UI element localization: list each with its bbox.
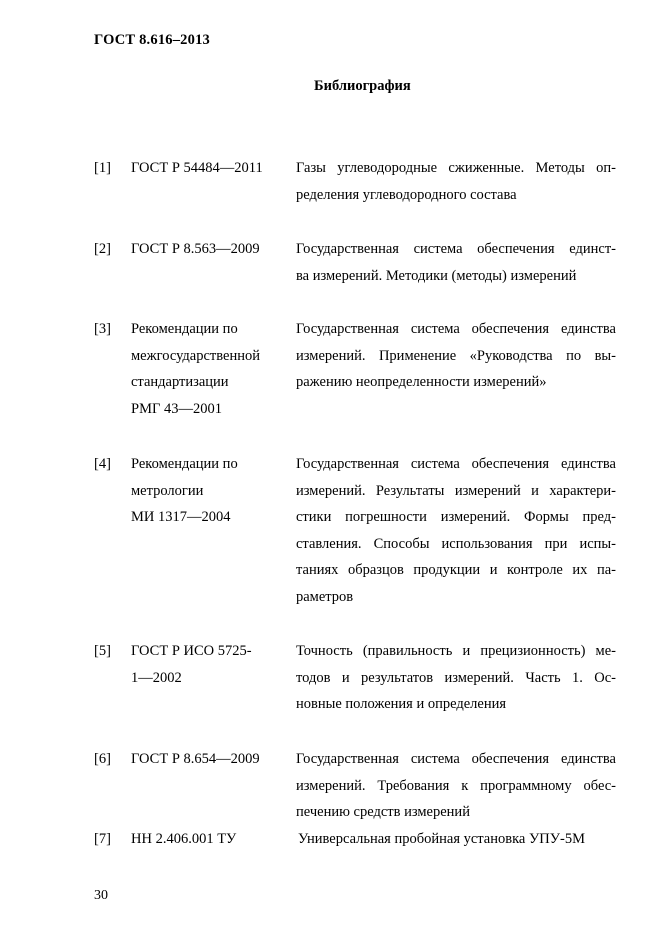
description-line: стики погрешности измерений. Формы пред-	[296, 509, 616, 526]
description-line: новные положения и определения	[296, 696, 507, 713]
reference-line: метрологии	[131, 482, 204, 499]
reference-line: ГОСТ Р 8.654—2009	[131, 751, 260, 767]
description-line: ражению неопределенности измерений»	[296, 374, 547, 391]
reference-line: МИ 1317—2004	[131, 509, 231, 526]
reference-line: ГОСТ Р 54484—2011	[131, 160, 263, 176]
description-line: Государственная система обеспечения единства	[296, 321, 616, 337]
description-line: раметров	[296, 588, 354, 605]
description-line: ставления. Способы использования при испы-	[296, 535, 616, 552]
entry-description	[296, 236, 616, 289]
entry-number: [5]	[94, 643, 111, 659]
bibliography-title-text: Библиография	[314, 78, 411, 94]
entry-number: [3]	[94, 321, 111, 337]
entry-reference	[131, 638, 291, 691]
entry-description	[296, 746, 616, 826]
entry-description	[296, 451, 616, 611]
entry-description	[298, 826, 618, 853]
reference-line: Рекомендации по	[131, 321, 238, 337]
reference-line: НН 2.406.001 ТУ	[131, 831, 237, 847]
reference-line: РМГ 43—2001	[131, 400, 222, 417]
entry-reference	[131, 746, 291, 773]
description-line: ва измерений. Методики (методы) измерений	[296, 267, 577, 284]
entry-number: [4]	[94, 456, 111, 472]
entry-reference	[131, 236, 291, 263]
page-number: 30	[94, 888, 108, 903]
document-header: ГОСТ 8.616–2013	[94, 32, 210, 48]
entry-reference	[131, 316, 291, 422]
entry-description	[296, 316, 616, 396]
description-line: Государственная система обеспечения единст-	[296, 241, 616, 257]
description-line: измерений. Применение «Руководства по вы-	[296, 347, 616, 364]
description-line: измерений. Результаты измерений и характери-	[296, 482, 616, 499]
entry-number: [7]	[94, 831, 111, 847]
entry-description	[296, 638, 616, 718]
entry-reference	[131, 826, 291, 853]
entry-number: [6]	[94, 751, 111, 767]
description-line: Государственная система обеспечения единства	[296, 456, 616, 472]
reference-line: 1—2002	[131, 669, 182, 686]
description-line: печению средств измерений	[296, 804, 470, 821]
reference-line: стандартизации	[131, 374, 229, 391]
entry-reference	[131, 451, 291, 531]
description-line: тодов и результатов измерений. Часть 1. Ос-	[296, 669, 616, 686]
description-line: таниях образцов продукции и контроле их па-	[296, 562, 616, 579]
reference-line: ГОСТ Р 8.563—2009	[131, 241, 260, 257]
entry-number: [1]	[94, 160, 111, 176]
entry-reference	[131, 155, 291, 182]
description-line: Универсальная пробойная установка УПУ-5М	[298, 831, 585, 847]
description-line: Государственная система обеспечения единства	[296, 751, 616, 767]
description-line: Газы углеводородные сжиженные. Методы оп-	[296, 160, 616, 176]
entry-description	[296, 155, 616, 208]
reference-line: Рекомендации по	[131, 456, 238, 472]
description-line: измерений. Требования к программному обес-	[296, 777, 616, 794]
description-line: ределения углеводородного состава	[296, 186, 517, 203]
reference-line: ГОСТ Р ИСО 5725-	[131, 643, 252, 659]
description-line: Точность (правильность и прецизионность) ме-	[296, 643, 616, 659]
entry-number: [2]	[94, 241, 111, 257]
reference-line: межгосударственной	[131, 347, 260, 364]
